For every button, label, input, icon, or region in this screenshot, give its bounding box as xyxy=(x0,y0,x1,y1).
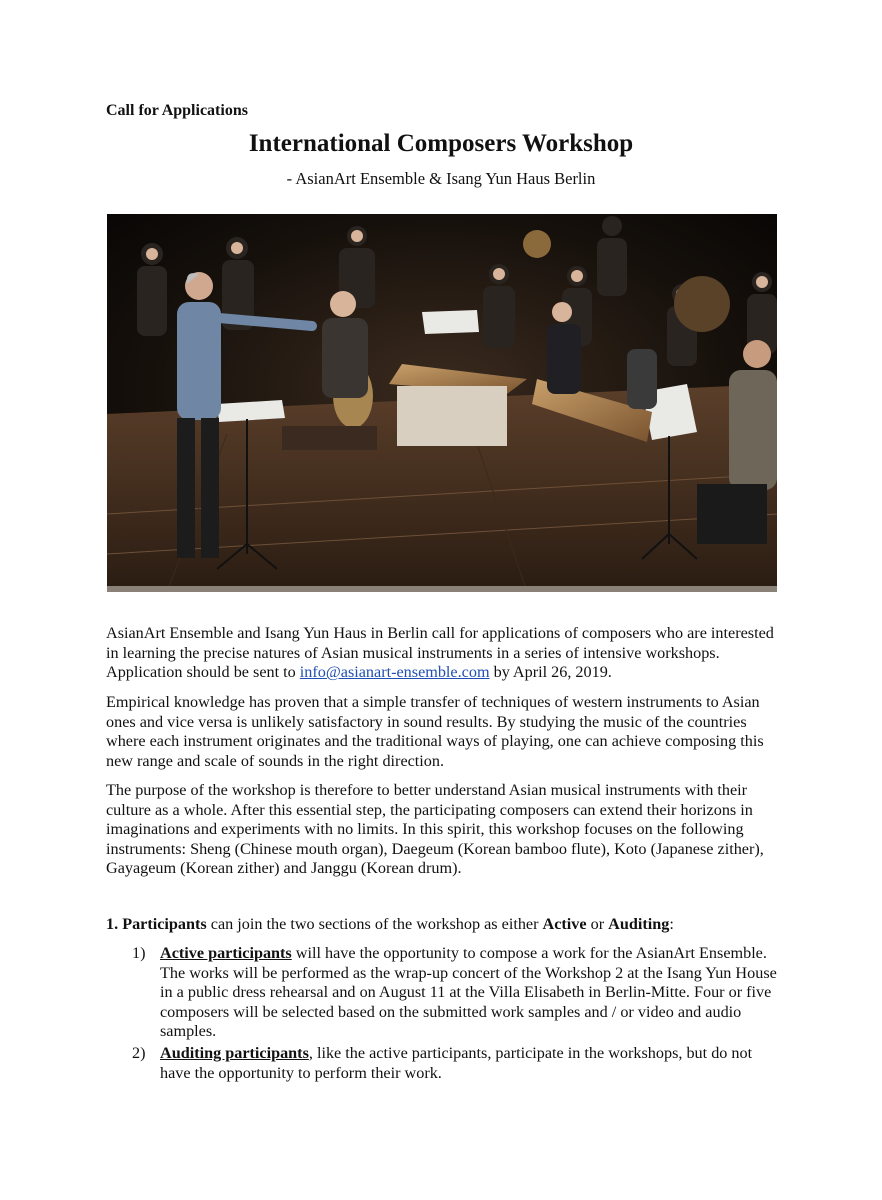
participants-label: Participants xyxy=(122,915,207,933)
participant-types-list xyxy=(132,944,780,1085)
list-item xyxy=(132,944,780,1042)
intro-text: AsianArt Ensemble and Isang Yun Haus in Berlin call for applications of composers who are interested in learning the precise natures of Asian musical instruments in a series of intensive workshops. Application should be sent to xyxy=(106,624,774,682)
empirical-paragraph: Empirical knowledge has proven that a simple transfer of techniques of western instruments to Asian ones and vice versa is unlikely satisfactory in sound results. By studying the music of the countries where each instrument originates and the traditional ways of playing, one can achieve composing this new range and scale of sounds in the right direction. xyxy=(106,693,764,770)
or-text: or xyxy=(586,915,609,933)
intro-paragraph xyxy=(106,624,778,683)
active-label: Active xyxy=(542,915,587,933)
deadline-text: by April 26, 2019. xyxy=(489,663,612,682)
colon: : xyxy=(669,915,674,933)
email-link[interactable]: info@asianart-ensemble.com xyxy=(299,663,490,682)
section-number: 1. xyxy=(106,915,119,933)
auditing-label: Auditing xyxy=(608,915,670,933)
participants-text: can join the two sections of the workshop as either xyxy=(206,915,543,933)
page-title: International Composers Workshop xyxy=(248,130,634,157)
auditing-participants-description: , like the active participants, participate in the workshops, but do not have the opportunity to perform their work. xyxy=(160,1043,753,1082)
participants-section-heading xyxy=(106,915,786,935)
page-subtitle: - AsianArt Ensemble & Isang Yun Haus Berlin xyxy=(286,169,596,188)
list-item-number: 2) xyxy=(132,1043,146,1062)
ensemble-rehearsal-photo xyxy=(107,214,777,592)
active-participants-label: Active participants xyxy=(160,944,292,962)
purpose-paragraph: The purpose of the workshop is therefore to better understand Asian musical instruments with their culture as a whole. After this essential step, the participating composers can extend their horizons in imaginations and experiments with no limits. In this spirit, this workshop focuses on the following instruments: Sheng (Chinese mouth organ), Daegeum (Korean bamboo flute), Koto (Japanese zither), Gayageum (Korean zither) and Janggu (Korean drum). xyxy=(106,781,764,878)
list-item-text xyxy=(160,1044,780,1083)
call-for-applications-label: Call for Applications xyxy=(106,102,248,119)
list-item-text xyxy=(160,944,780,1042)
active-participants-description: will have the opportunity to compose a work for the AsianArt Ensemble. The works will be performed as the wrap-up concert of the Workshop 2 at the Isang Yun House in a public dress rehearsal and on August 11 at the Villa Elisabeth in Berlin-Mitte. Four or five composers will be selected based on the submitted work samples and / or video and audio samples. xyxy=(160,944,777,1041)
auditing-participants-label: Auditing participants xyxy=(160,1043,309,1062)
list-item xyxy=(132,1044,780,1083)
list-item-number: 1) xyxy=(132,944,146,962)
